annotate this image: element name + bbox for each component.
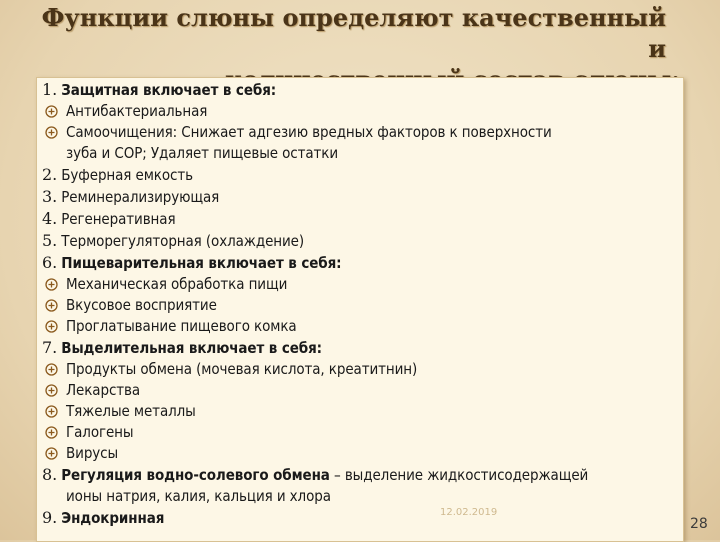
item-number: 1.: [42, 80, 58, 99]
bullet-item: [42, 316, 682, 337]
continuation-line: [42, 143, 682, 164]
item-text: Тяжелые металлы: [66, 402, 196, 420]
bullet-item: [42, 274, 682, 295]
item-text: Вирусы: [66, 444, 119, 462]
circle-plus-icon: [45, 278, 58, 291]
item-number: 9.: [42, 508, 58, 527]
item-text-rest: – выделение жидкостисодержащей: [329, 466, 589, 484]
bullet-item: [42, 422, 682, 443]
footer-date: 12.02.2019: [440, 507, 498, 518]
item-text: Выделительная включает в себя:: [61, 339, 322, 357]
circle-plus-icon: [45, 105, 58, 118]
continuation-line: [42, 486, 682, 507]
item-number: 4.: [42, 209, 58, 228]
circle-plus-icon: [45, 363, 58, 376]
function-list: [42, 79, 682, 529]
item-number: 6.: [42, 253, 58, 272]
item-text: Проглатывание пищевого комка: [66, 317, 297, 335]
numbered-item: [42, 507, 682, 529]
item-text: Терморегуляторная (охлаждение): [61, 232, 305, 250]
bullet-item: [42, 101, 682, 122]
bullet-item: [42, 401, 682, 422]
item-number: 3.: [42, 187, 58, 206]
item-text: Самоочищения: Снижает адгезию вредных факторов к поверхности: [66, 123, 552, 141]
item-text: Реминерализирующая: [61, 188, 220, 206]
item-text: Продукты обмена (мочевая кислота, креатитнин): [66, 360, 418, 378]
title-line-1: Функции слюны определяют качественный и: [41, 3, 666, 63]
item-text: Буферная емкость: [61, 166, 193, 184]
item-text: Механическая обработка пищи: [66, 275, 288, 293]
bullet-item: [42, 443, 682, 464]
numbered-item: [42, 164, 682, 186]
item-text: Эндокринная: [61, 509, 165, 527]
circle-plus-icon: [45, 299, 58, 312]
circle-plus-icon: [45, 426, 58, 439]
item-text: Антибактериальная: [66, 102, 208, 120]
item-text: Вкусовое восприятие: [66, 296, 217, 314]
numbered-item: [42, 230, 682, 252]
bullet-item: [42, 295, 682, 316]
circle-plus-icon: [45, 126, 58, 139]
item-text: ионы натрия, калия, кальция и хлора: [66, 487, 331, 505]
item-text: Регенеративная: [61, 210, 176, 228]
numbered-item: [42, 186, 682, 208]
item-number: 8.: [42, 465, 58, 484]
item-text: Галогены: [66, 423, 134, 441]
numbered-item: [42, 464, 682, 486]
item-number: 5.: [42, 231, 58, 250]
circle-plus-icon: [45, 405, 58, 418]
bullet-item: [42, 122, 682, 143]
item-text: Регуляция водно-солевого обмена: [61, 466, 330, 484]
circle-plus-icon: [45, 384, 58, 397]
item-number: 7.: [42, 338, 58, 357]
numbered-item: [42, 79, 682, 101]
circle-plus-icon: [45, 447, 58, 460]
item-text: Лекарства: [66, 381, 141, 399]
item-text: Защитная включает в себя:: [61, 81, 277, 99]
item-number: 2.: [42, 165, 58, 184]
bullet-item: [42, 380, 682, 401]
numbered-item: [42, 208, 682, 230]
numbered-item: [42, 337, 682, 359]
bullet-item: [42, 359, 682, 380]
item-text: зуба и СОР; Удаляет пищевые остатки: [66, 144, 339, 162]
page-number: 28: [690, 516, 708, 532]
numbered-item: [42, 252, 682, 274]
circle-plus-icon: [45, 320, 58, 333]
item-text: Пищеварительная включает в себя:: [61, 254, 342, 272]
